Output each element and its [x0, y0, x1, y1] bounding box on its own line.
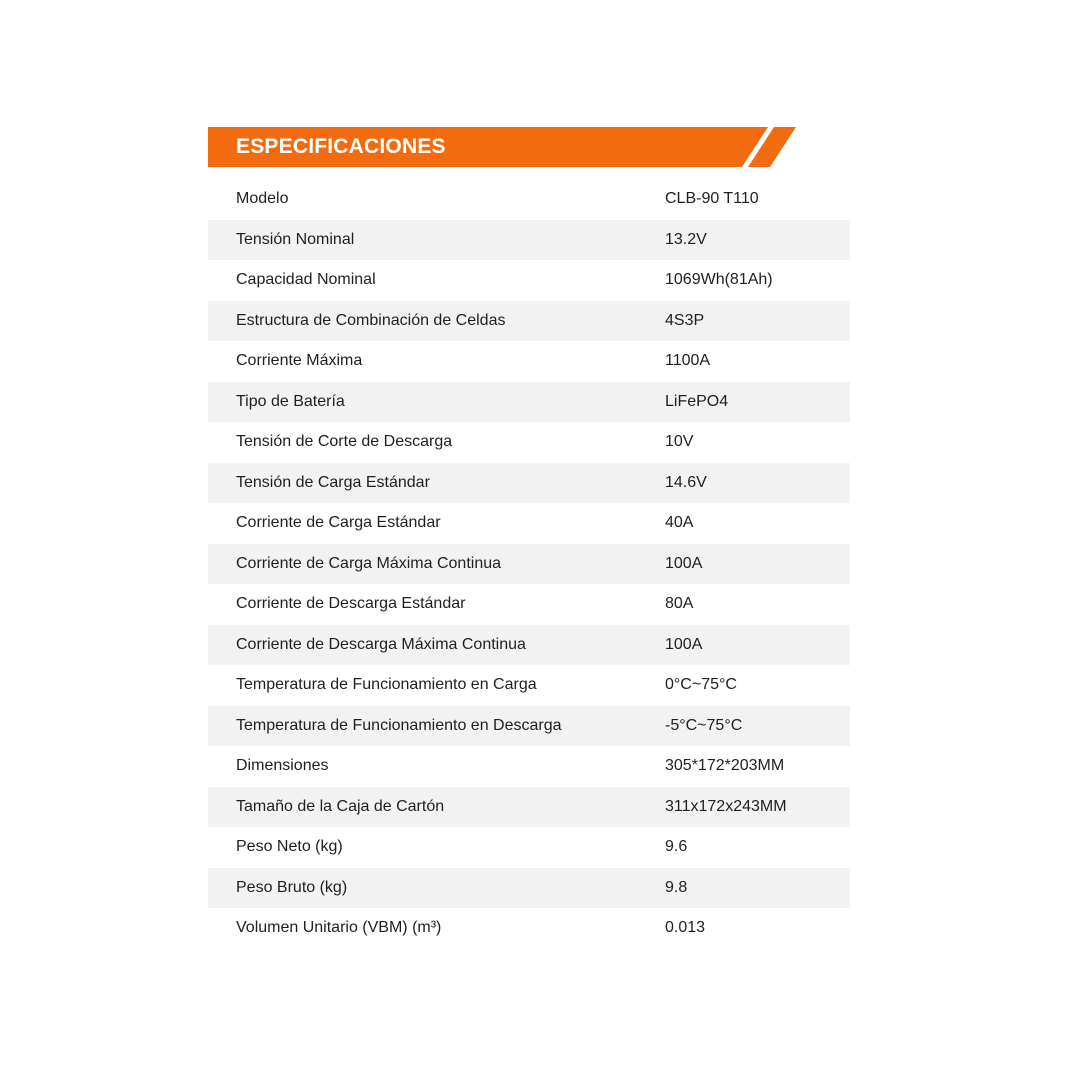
spec-label: Dimensiones — [236, 757, 329, 775]
spec-row — [208, 584, 850, 625]
spec-label: Volumen Unitario (VBM) (m³) — [236, 919, 442, 937]
spec-label: Temperatura de Funcionamiento en Descarga — [236, 716, 562, 734]
spec-value: 100A — [665, 554, 703, 572]
spec-row — [208, 422, 850, 463]
spec-row — [208, 382, 850, 423]
spec-value: 311x172x243MM — [665, 797, 787, 815]
spec-value: 9.8 — [665, 878, 688, 896]
spec-row — [208, 746, 850, 787]
spec-card — [208, 127, 850, 949]
spec-label: Capacidad Nominal — [236, 271, 376, 289]
spec-value: 13.2V — [665, 230, 707, 248]
spec-value: 100A — [665, 635, 703, 653]
spec-row — [208, 868, 850, 909]
spec-value: CLB-90 T110 — [665, 190, 759, 208]
spec-value: LiFePO4 — [665, 392, 729, 410]
spec-label: Tamaño de la Caja de Cartón — [236, 797, 445, 815]
spec-value: 4S3P — [665, 311, 705, 329]
spec-value: 0.013 — [665, 919, 706, 937]
spec-label: Tensión de Carga Estándar — [236, 473, 430, 491]
spec-row — [208, 787, 850, 828]
spec-label: Corriente Máxima — [236, 352, 363, 370]
spec-value: 1069Wh(81Ah) — [665, 271, 773, 289]
spec-row — [208, 260, 850, 301]
header-title: ESPECIFICACIONES — [236, 135, 446, 158]
spec-label: Peso Neto (kg) — [236, 838, 343, 856]
spec-row — [208, 625, 850, 666]
spec-label: Corriente de Descarga Estándar — [236, 595, 466, 613]
spec-row — [208, 463, 850, 504]
spec-row — [208, 503, 850, 544]
spec-row — [208, 179, 850, 220]
spec-value: 14.6V — [665, 473, 707, 491]
spec-value: -5°C~75°C — [665, 716, 743, 734]
spec-value: 0°C~75°C — [665, 676, 737, 694]
spec-label: Corriente de Carga Estándar — [236, 514, 441, 532]
spec-row — [208, 665, 850, 706]
spec-label: Tipo de Batería — [236, 392, 345, 410]
spec-table — [208, 179, 850, 949]
spec-row — [208, 341, 850, 382]
spec-row — [208, 908, 850, 949]
spec-label: Modelo — [236, 190, 289, 208]
spec-label: Temperatura de Funcionamiento en Carga — [236, 676, 537, 694]
spec-label: Corriente de Descarga Máxima Continua — [236, 635, 526, 653]
spec-row — [208, 827, 850, 868]
spec-label: Estructura de Combinación de Celdas — [236, 311, 506, 329]
spec-label: Corriente de Carga Máxima Continua — [236, 554, 502, 572]
spec-value: 9.6 — [665, 838, 688, 856]
spec-row — [208, 220, 850, 261]
spec-label: Tensión Nominal — [236, 230, 355, 248]
spec-row — [208, 301, 850, 342]
header-banner — [208, 127, 798, 167]
spec-value: 10V — [665, 433, 694, 451]
spec-row — [208, 706, 850, 747]
spec-value: 305*172*203MM — [665, 757, 785, 775]
spec-label: Tensión de Corte de Descarga — [236, 433, 453, 451]
spec-row — [208, 544, 850, 585]
spec-value: 40A — [665, 514, 694, 532]
spec-label: Peso Bruto (kg) — [236, 878, 348, 896]
spec-value: 80A — [665, 595, 694, 613]
spec-value: 1100A — [665, 352, 711, 370]
